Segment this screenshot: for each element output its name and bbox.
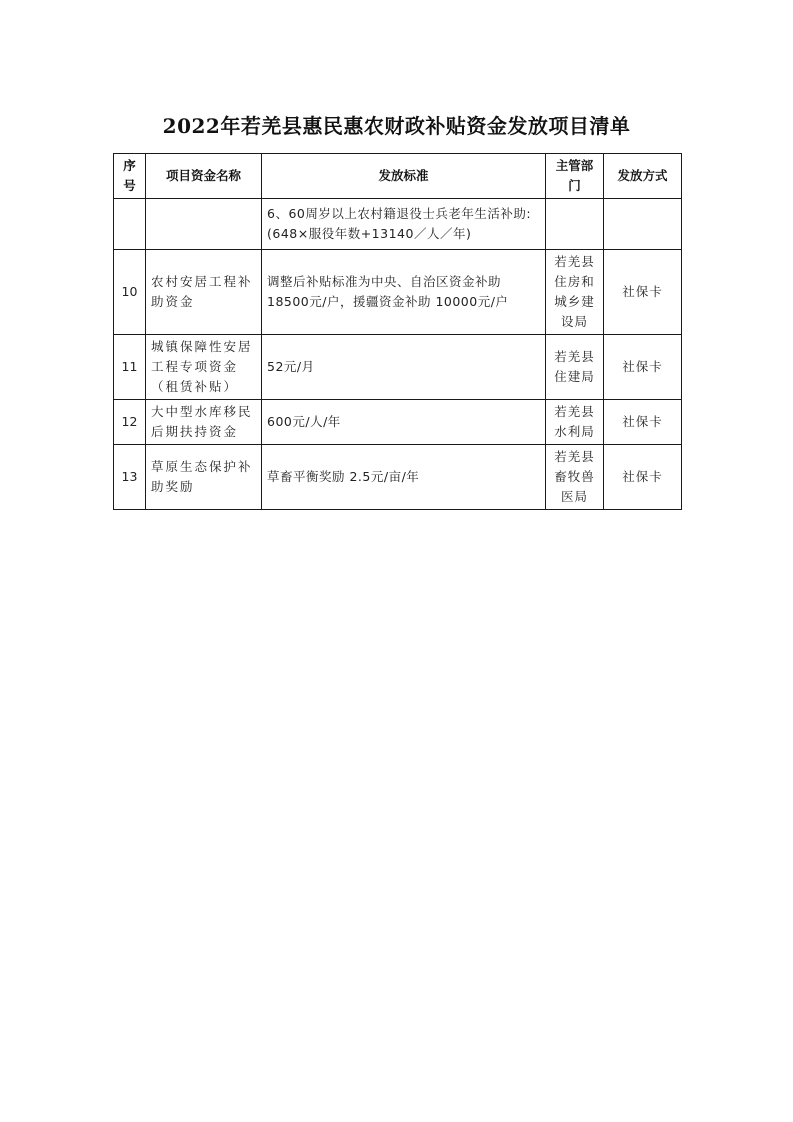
cell-project-name: 农村安居工程补助资金: [146, 250, 262, 335]
table-row: [114, 335, 682, 400]
table-row: [114, 400, 682, 445]
cell-department: 若羌县住房和城乡建设局: [546, 250, 604, 335]
cell-seq: [114, 199, 146, 250]
cell-project-name: 城镇保障性安居工程专项资金（租赁补贴）: [146, 335, 262, 400]
cell-standard: 600元/人/年: [262, 400, 546, 445]
page-title: 2022年若羌县惠民惠农财政补贴资金发放项目清单: [162, 114, 631, 138]
cell-standard: 草畜平衡奖励 2.5元/亩/年: [262, 445, 546, 510]
cell-standard: 6、60周岁以上农村籍退役士兵老年生活补助:(648×服役年数+13140／人／年): [262, 199, 546, 250]
cell-project-name: 大中型水库移民后期扶持资金: [146, 400, 262, 445]
header-method: 发放方式: [604, 154, 682, 199]
cell-project-name: [146, 199, 262, 250]
cell-seq: 11: [114, 335, 146, 400]
table-header-row: [114, 154, 682, 199]
header-seq: 序号: [114, 154, 146, 199]
cell-method: 社保卡: [604, 445, 682, 510]
cell-seq: 10: [114, 250, 146, 335]
table-row: [114, 199, 682, 250]
cell-seq: 12: [114, 400, 146, 445]
cell-seq: 13: [114, 445, 146, 510]
header-standard: 发放标准: [262, 154, 546, 199]
table-row: [114, 445, 682, 510]
cell-method: 社保卡: [604, 250, 682, 335]
subsidy-project-table: [113, 153, 682, 510]
header-project-name: 项目资金名称: [146, 154, 262, 199]
cell-standard: 调整后补贴标准为中央、自治区资金补助18500元/户，援疆资金补助 10000元/户: [262, 250, 546, 335]
cell-department: 若羌县水利局: [546, 400, 604, 445]
cell-department: 若羌县住建局: [546, 335, 604, 400]
header-department: 主管部门: [546, 154, 604, 199]
cell-standard: 52元/月: [262, 335, 546, 400]
cell-method: [604, 199, 682, 250]
cell-department: [546, 199, 604, 250]
table-row: [114, 250, 682, 335]
cell-department: 若羌县畜牧兽医局: [546, 445, 604, 510]
cell-method: 社保卡: [604, 400, 682, 445]
cell-method: 社保卡: [604, 335, 682, 400]
cell-project-name: 草原生态保护补助奖励: [146, 445, 262, 510]
